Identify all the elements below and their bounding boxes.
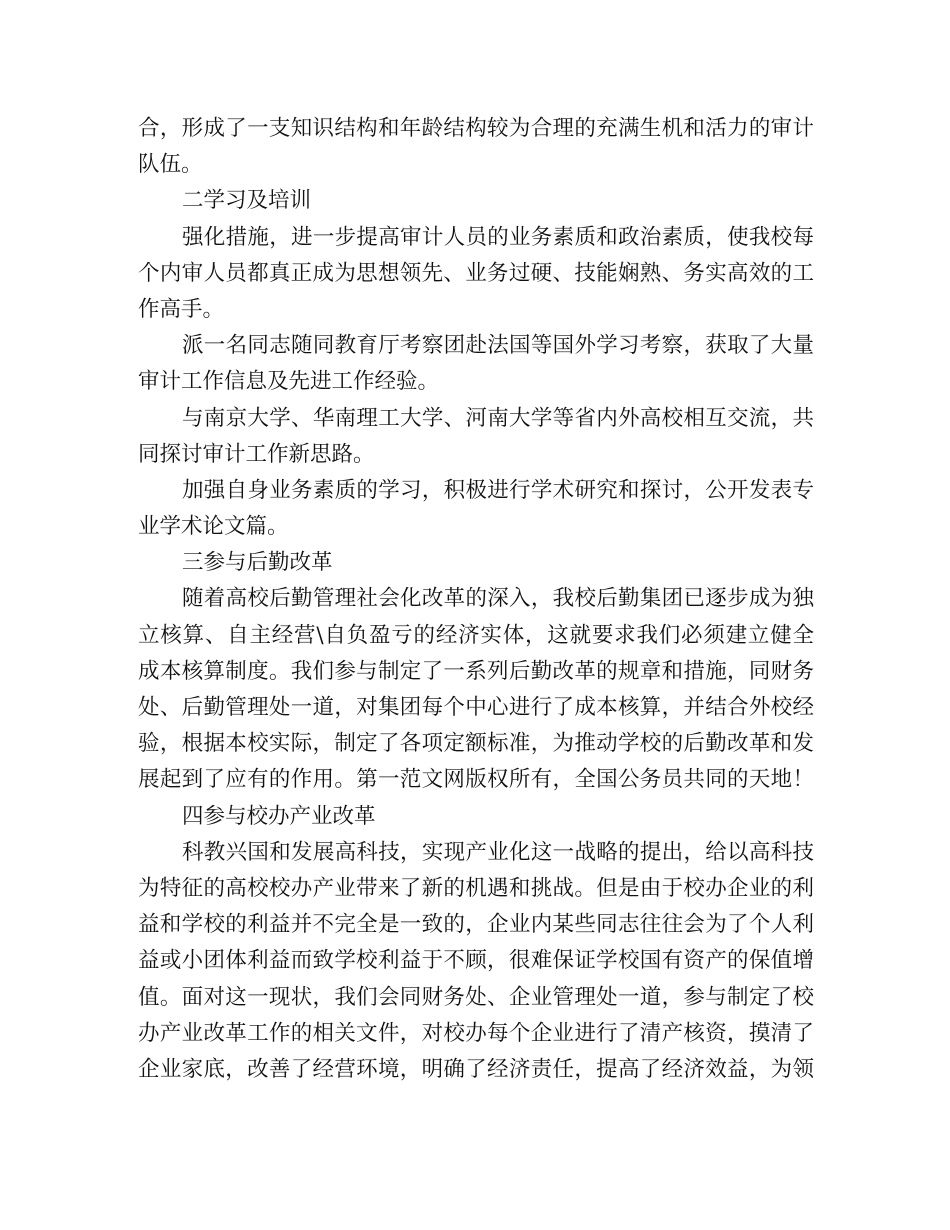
- section-heading: 三参与后勤改革: [182, 550, 333, 576]
- text-line: 派一名同志随同教育厅考察团赴法国等国外学习考察，获取了大量: [182, 333, 814, 359]
- text-line: 处、后勤管理处一道，对集团每个中心进行了成本核算，并结合外校经: [138, 695, 814, 720]
- text-line: 益和学校的利益并不完全是一致的，企业内某些同志往往会为了个人利: [138, 912, 814, 938]
- text-line: 值。面对这一现状，我们会同财务处、企业管理处一道，参与制定了校: [138, 984, 814, 1010]
- text-line: 随着高校后勤管理社会化改革的深入，我校后勤集团已逐步成为独: [182, 586, 814, 612]
- document-page: [138, 111, 814, 1088]
- text-line: 益或小团体利益而致学校利益于不顾，很难保证学校国有资产的保值增: [138, 948, 814, 974]
- text-line: 合，形成了一支知识结构和年龄结构较为合理的充满生机和活力的审计: [138, 116, 814, 141]
- section-heading: 二学习及培训: [182, 188, 312, 214]
- text-line: 个内审人员都真正成为思想领先、业务过硬、技能娴熟、务实高效的工: [138, 260, 814, 286]
- text-line: 业学术论文篇。: [138, 514, 289, 540]
- text-line: 作高手。: [138, 296, 225, 322]
- text-line: 企业家底，改善了经营环境，明确了经济责任，提高了经济效益，为领: [138, 1056, 814, 1082]
- text-line: 展起到了应有的作用。第一范文网版权所有，全国公务员共同的天地！: [138, 767, 814, 793]
- text-line: 科教兴国和发展高科技，实现产业化这一战略的提出，给以高科技: [182, 839, 814, 865]
- text-line: 成本核算制度。我们参与制定了一系列后勤改革的规章和措施，同财务: [138, 658, 814, 684]
- text-line: 验，根据本校实际，制定了各项定额标准，为推动学校的后勤改革和发: [138, 731, 814, 757]
- text-line: 办产业改革工作的相关文件，对校办每个企业进行了清产核资，摸清了: [138, 1020, 814, 1046]
- text-line: 审计工作信息及先进工作经验。: [138, 369, 440, 395]
- text-line: 立核算、自主经营\自负盈亏的经济实体，这就要求我们必须建立健全: [138, 622, 814, 648]
- text-line: 加强自身业务素质的学习，积极进行学术研究和探讨，公开发表专: [182, 477, 814, 503]
- text-line: 与南京大学、华南理工大学、河南大学等省内外高校相互交流，共: [182, 405, 814, 431]
- text-line: 同探讨审计工作新思路。: [138, 441, 375, 467]
- text-line: 为特征的高校校办产业带来了新的机遇和挑战。但是由于校办企业的利: [138, 875, 814, 901]
- section-heading: 四参与校办产业改革: [182, 803, 376, 829]
- text-line: 强化措施，进一步提高审计人员的业务素质和政治素质，使我校每: [182, 224, 814, 250]
- text-line: 队伍。: [138, 152, 203, 178]
